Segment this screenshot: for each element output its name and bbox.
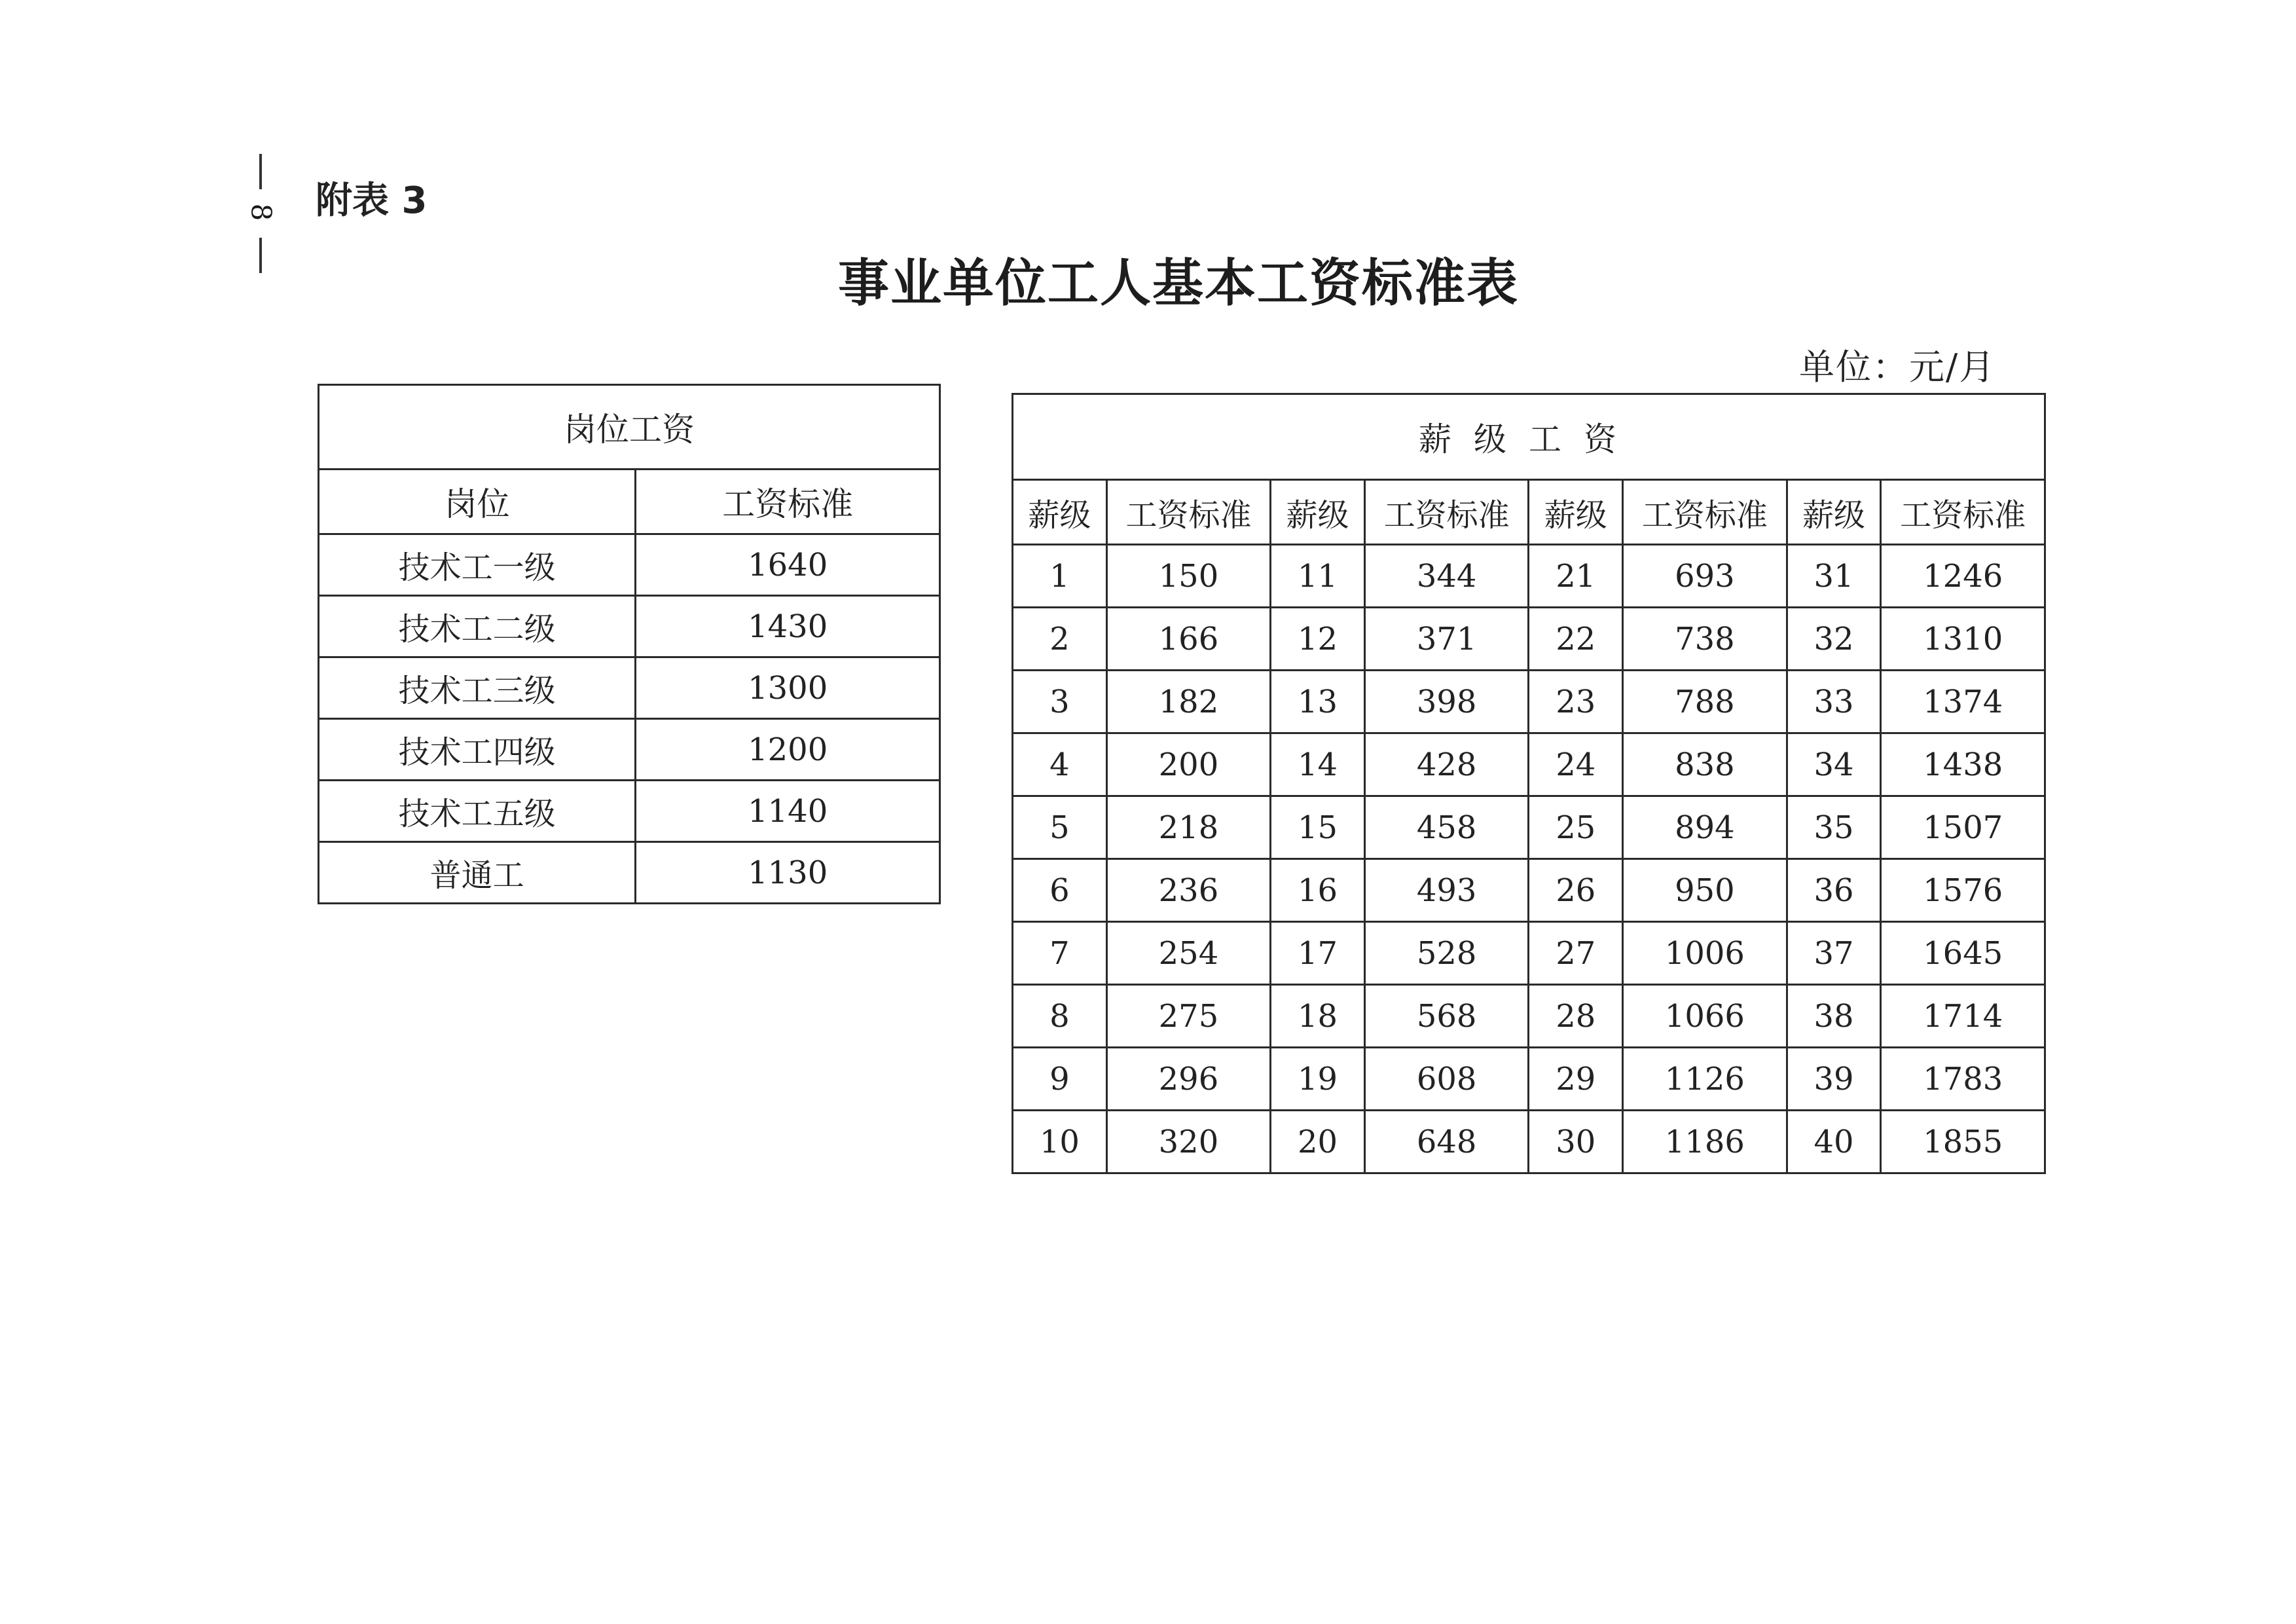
table-cell: 738 <box>1623 608 1787 671</box>
table-cell: 20 <box>1271 1111 1365 1173</box>
table-cell: 10 <box>1013 1111 1107 1173</box>
table-cell: 3 <box>1013 671 1107 733</box>
table-cell: 39 <box>1787 1048 1881 1111</box>
table-cell: 150 <box>1106 545 1270 608</box>
table-cell: 28 <box>1529 985 1623 1048</box>
column-header: 工资标准 <box>1106 480 1270 545</box>
table-cell: 技术工二级 <box>319 596 636 657</box>
table-cell: 33 <box>1787 671 1881 733</box>
table-cell: 1507 <box>1881 796 2045 859</box>
column-header: 薪级 <box>1529 480 1623 545</box>
table-row <box>1013 796 2045 859</box>
table-cell: 技术工三级 <box>319 657 636 719</box>
table-row <box>1013 922 2045 985</box>
column-header: 薪级 <box>1787 480 1881 545</box>
appendix-label: 附表 3 <box>316 179 428 222</box>
table-cell: 218 <box>1106 796 1270 859</box>
table-cell: 254 <box>1106 922 1270 985</box>
grade-wage-title: 薪级工资 <box>1013 394 2045 480</box>
table-cell: 5 <box>1013 796 1107 859</box>
table-cell: 技术工四级 <box>319 719 636 781</box>
table-cell: 1576 <box>1881 859 2045 922</box>
table-row <box>319 781 940 842</box>
table-cell: 16 <box>1271 859 1365 922</box>
table-cell: 1374 <box>1881 671 2045 733</box>
column-header: 工资标准 <box>1364 480 1528 545</box>
table-cell: 25 <box>1529 796 1623 859</box>
post-wage-table <box>318 384 941 904</box>
table-cell: 7 <box>1013 922 1107 985</box>
table-cell: 12 <box>1271 608 1365 671</box>
table-cell: 236 <box>1106 859 1270 922</box>
table-cell: 1714 <box>1881 985 2045 1048</box>
table-cell: 838 <box>1623 733 1787 796</box>
table-cell: 296 <box>1106 1048 1270 1111</box>
table-cell: 528 <box>1364 922 1528 985</box>
document-title: 事业单位工人基本工资标准表 <box>838 254 1520 313</box>
table-cell: 35 <box>1787 796 1881 859</box>
post-wage-header-row <box>319 470 940 534</box>
column-header: 薪级 <box>1271 480 1365 545</box>
table-cell: 1310 <box>1881 608 2045 671</box>
table-cell: 32 <box>1787 608 1881 671</box>
table-cell: 1783 <box>1881 1048 2045 1111</box>
table-cell: 1438 <box>1881 733 2045 796</box>
table-cell: 344 <box>1364 545 1528 608</box>
column-header: 薪级 <box>1013 480 1107 545</box>
grade-wage-title-row <box>1013 394 2045 480</box>
table-row <box>1013 545 2045 608</box>
table-cell: 1640 <box>636 534 940 596</box>
column-header: 工资标准 <box>1881 480 2045 545</box>
table-cell: 6 <box>1013 859 1107 922</box>
table-cell: 38 <box>1787 985 1881 1048</box>
table-cell: 18 <box>1271 985 1365 1048</box>
column-header: 工资标准 <box>1623 480 1787 545</box>
table-cell: 458 <box>1364 796 1528 859</box>
table-cell: 22 <box>1529 608 1623 671</box>
table-cell: 21 <box>1529 545 1623 608</box>
grade-wage-header-row <box>1013 480 2045 545</box>
table-cell: 950 <box>1623 859 1787 922</box>
table-cell: 1246 <box>1881 545 2045 608</box>
table-cell: 1645 <box>1881 922 2045 985</box>
table-cell: 40 <box>1787 1111 1881 1173</box>
table-cell: 1126 <box>1623 1048 1787 1111</box>
table-cell: 1066 <box>1623 985 1787 1048</box>
table-cell: 24 <box>1529 733 1623 796</box>
table-cell: 1430 <box>636 596 940 657</box>
table-cell: 1140 <box>636 781 940 842</box>
table-cell: 15 <box>1271 796 1365 859</box>
column-header: 工资标准 <box>636 470 940 534</box>
table-cell: 1186 <box>1623 1111 1787 1173</box>
table-cell: 4 <box>1013 733 1107 796</box>
table-cell: 1006 <box>1623 922 1787 985</box>
post-wage-title-row <box>319 385 940 470</box>
table-cell: 200 <box>1106 733 1270 796</box>
table-cell: 788 <box>1623 671 1787 733</box>
page-number-dash-bottom <box>259 238 262 273</box>
table-cell: 36 <box>1787 859 1881 922</box>
table-row <box>1013 608 2045 671</box>
table-cell: 11 <box>1271 545 1365 608</box>
table-cell: 技术工一级 <box>319 534 636 596</box>
table-cell: 275 <box>1106 985 1270 1048</box>
table-row <box>319 534 940 596</box>
table-row <box>319 596 940 657</box>
page-number-dash-top <box>259 154 262 189</box>
table-cell: 648 <box>1364 1111 1528 1173</box>
table-row <box>1013 1048 2045 1111</box>
table-cell: 1 <box>1013 545 1107 608</box>
table-cell: 493 <box>1364 859 1528 922</box>
table-cell: 31 <box>1787 545 1881 608</box>
table-cell: 166 <box>1106 608 1270 671</box>
table-cell: 320 <box>1106 1111 1270 1173</box>
column-header: 岗位 <box>319 470 636 534</box>
table-cell: 13 <box>1271 671 1365 733</box>
table-cell: 1300 <box>636 657 940 719</box>
table-cell: 23 <box>1529 671 1623 733</box>
table-cell: 普通工 <box>319 842 636 904</box>
table-cell: 26 <box>1529 859 1623 922</box>
table-row <box>319 657 940 719</box>
table-cell: 568 <box>1364 985 1528 1048</box>
table-row <box>1013 733 2045 796</box>
unit-label: 单位：元/月 <box>1799 346 1996 388</box>
table-cell: 693 <box>1623 545 1787 608</box>
table-cell: 371 <box>1364 608 1528 671</box>
table-cell: 37 <box>1787 922 1881 985</box>
table-cell: 1200 <box>636 719 940 781</box>
table-cell: 8 <box>1013 985 1107 1048</box>
table-cell: 34 <box>1787 733 1881 796</box>
table-cell: 1855 <box>1881 1111 2045 1173</box>
grade-wage-table <box>1011 393 2046 1174</box>
table-cell: 29 <box>1529 1048 1623 1111</box>
table-cell: 1130 <box>636 842 940 904</box>
table-cell: 27 <box>1529 922 1623 985</box>
table-cell: 182 <box>1106 671 1270 733</box>
table-cell: 9 <box>1013 1048 1107 1111</box>
table-cell: 技术工五级 <box>319 781 636 842</box>
table-row <box>319 842 940 904</box>
post-wage-title: 岗位工资 <box>319 385 940 470</box>
table-cell: 17 <box>1271 922 1365 985</box>
table-cell: 428 <box>1364 733 1528 796</box>
table-cell: 14 <box>1271 733 1365 796</box>
page-number: 8 <box>244 203 277 221</box>
table-cell: 19 <box>1271 1048 1365 1111</box>
table-row <box>319 719 940 781</box>
page-number-marker <box>241 154 280 273</box>
table-cell: 30 <box>1529 1111 1623 1173</box>
table-row <box>1013 985 2045 1048</box>
table-row <box>1013 859 2045 922</box>
table-cell: 608 <box>1364 1048 1528 1111</box>
table-row <box>1013 671 2045 733</box>
table-cell: 2 <box>1013 608 1107 671</box>
table-cell: 398 <box>1364 671 1528 733</box>
table-row <box>1013 1111 2045 1173</box>
table-cell: 894 <box>1623 796 1787 859</box>
